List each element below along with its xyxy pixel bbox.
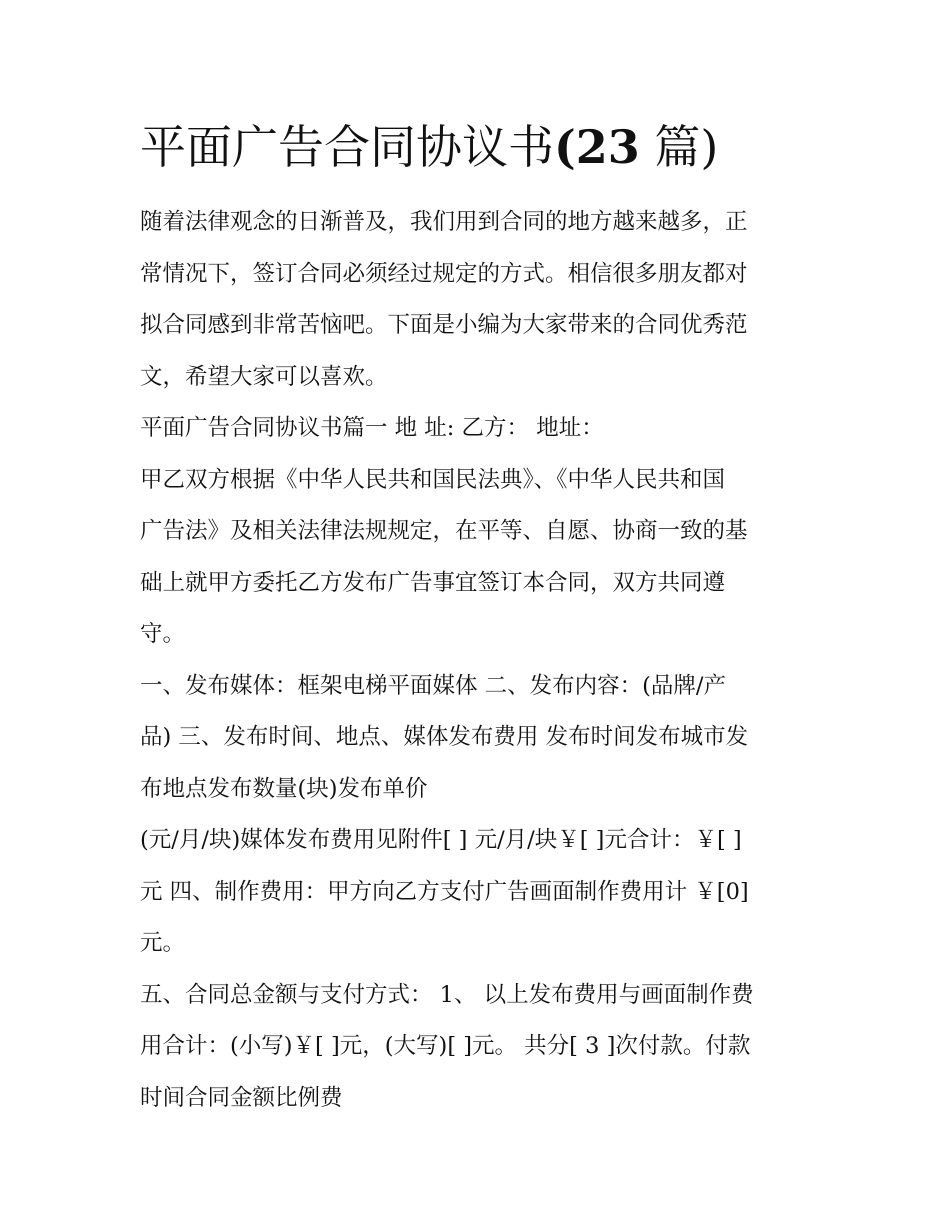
text-line: 布地点发布数量(块)发布单价 [140,775,428,802]
document-title [140,116,840,178]
text-line: 常情况下，签订合同必须经过规定的方式。相信很多朋友都对 [140,260,748,287]
document-body [140,197,820,1124]
title-main: 平面广告合同协议书 [140,120,554,174]
payment-terms-paragraph [140,970,820,1125]
media-terms-paragraph [140,661,820,970]
text-line: 时间合同金额比例费 [140,1084,343,1111]
text-line: 元。 [140,930,186,956]
text-line: (元/月/块)媒体发布费用见附件[ ] 元/月/块￥[ ]元合计：￥[ ] [140,827,742,853]
text-line: 平面广告合同协议书篇一 地 址: 乙方： 地址： [140,415,604,441]
text-line: 品) 三、发布时间、地点、媒体发布费用 发布时间发布城市发 [140,724,749,750]
text-line: 五、合同总金额与支付方式： 1、 以上发布费用与画面制作费 [140,981,754,1008]
text-line: 础上就甲方委托乙方发布广告事宜签订本合同，双方共同遵 [140,569,726,596]
text-line: 拟合同感到非常苦恼吧。下面是小编为大家带来的合同优秀范 [140,312,748,338]
text-line: 一、发布媒体：框架电梯平面媒体 二、发布内容：(品牌/产 [140,672,727,699]
intro-paragraph [140,197,820,403]
legal-basis-paragraph [140,455,820,661]
title-count: (23 [554,120,640,174]
text-line: 用合计：(小写)￥[ ]元，(大写)[ ]元。 共分[ 3 ]次付款。付款 [140,1033,751,1059]
text-line: 广告法》及相关法律法规规定，在平等、自愿、协商一致的基 [140,518,748,544]
text-line: 元 四、制作费用：甲方向乙方支付广告画面制作费用计 ￥[0] [140,878,749,905]
title-suffix: 篇) [654,120,719,174]
text-line: 守。 [140,621,186,647]
text-line: 文，希望大家可以喜欢。 [140,363,388,390]
text-line: 随着法律观念的日渐普及，我们用到合同的地方越来越多，正 [140,209,748,235]
contract-header-paragraph [140,403,820,455]
text-line: 甲乙双方根据《中华人民共和国民法典》、《中华人民共和国 [140,466,726,493]
